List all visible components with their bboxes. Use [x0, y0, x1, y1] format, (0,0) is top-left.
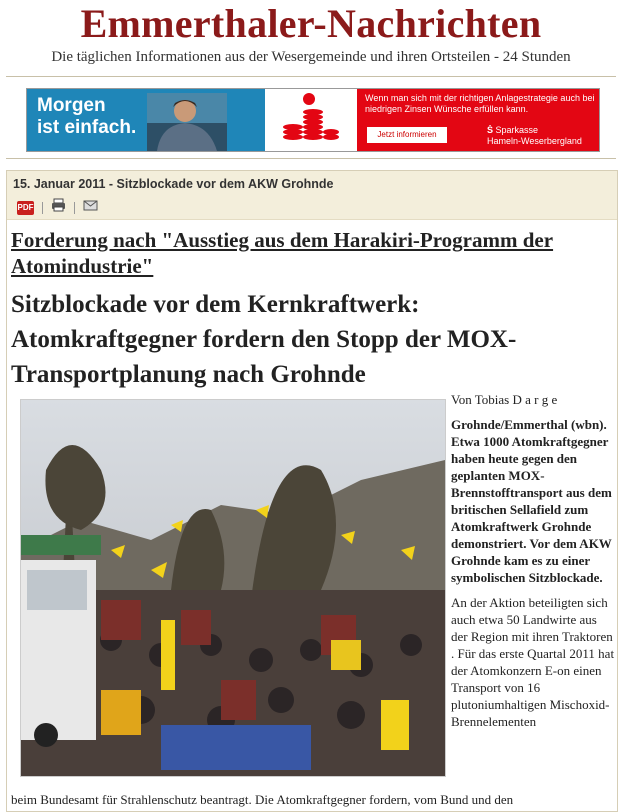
ad-headline: Wenn man sich mit der richtigen Anlagestrategie auch bei niedrigen Zinsen Wünsche erfüllen kann. — [365, 93, 595, 114]
demonstration-photo[interactable] — [20, 399, 446, 777]
article-continuation: beim Bundesamt für Strahlenschutz beantragt. Die Atomkraftgegner fordern, vom Bund und den — [11, 792, 514, 807]
article-overline[interactable]: Forderung nach "Ausstieg aus dem Harakiri-Programm der Atomindustrie" — [11, 228, 554, 278]
print-icon[interactable] — [51, 198, 66, 212]
pdf-icon[interactable]: PDF — [17, 201, 34, 215]
article-lead: Grohnde/Emmerthal (wbn). Etwa 1000 Atomkraftgegner haben heute gegen den geplanten MOX-Brennstofftransport aus dem britischen Sellafield zum Atomkraftwerk Grohnde demonstriert. Vor dem AKW Grohnde kam es zu einer symbolischen Sitzblockade. — [451, 417, 612, 585]
header-divider — [6, 76, 616, 77]
sparkasse-logo-icon: Ṡ — [487, 125, 494, 135]
ad-divider — [6, 158, 616, 159]
ad-left-panel — [27, 89, 265, 151]
article-date-line: 15. Januar 2011 - Sitzblockade vor dem AKW Grohnde — [13, 177, 334, 191]
ad-brand: Ṡ Sparkasse Hameln-Weserbergland — [487, 125, 582, 146]
email-icon[interactable] — [83, 198, 98, 212]
site-subtitle: Die täglichen Informationen aus der Wesergemeinde und ihren Ortsteilen - 24 Stunden — [51, 49, 571, 65]
coin-stack-icon — [265, 89, 357, 151]
site-title[interactable]: Emmerthaler-Nachrichten — [80, 1, 542, 46]
article-tools — [17, 198, 98, 214]
tool-separator — [42, 202, 43, 214]
masthead — [0, 0, 622, 72]
sparkasse-banner-ad[interactable] — [26, 88, 600, 152]
ad-info-button[interactable]: Jetzt informieren — [367, 127, 447, 143]
ad-coins-panel — [265, 89, 357, 151]
article-author: Von Tobias D a r g e — [451, 392, 558, 407]
ad-person-image — [147, 93, 227, 151]
article-sidebar-text — [451, 391, 615, 730]
article-header-bar — [7, 171, 617, 220]
article-title: Sitzblockade vor dem Kernkraftwerk: Atomkraftgegner fordern den Stopp der MOX-Transportplanung nach Grohnde — [11, 291, 517, 388]
tool-separator — [74, 202, 75, 214]
article-body: An der Aktion beteiligten sich auch etwa 50 Landwirte aus der Region mit ihren Traktoren . Für das erste Quartal 2011 hat der Atomkonzern E-on einen Transport von 16 plutoniumhaltigen Mischoxid-Brennelementen — [451, 595, 615, 729]
ad-slogan: Morgen ist einfach. — [37, 95, 137, 138]
article-panel — [6, 170, 618, 812]
ad-right-panel — [357, 89, 599, 151]
